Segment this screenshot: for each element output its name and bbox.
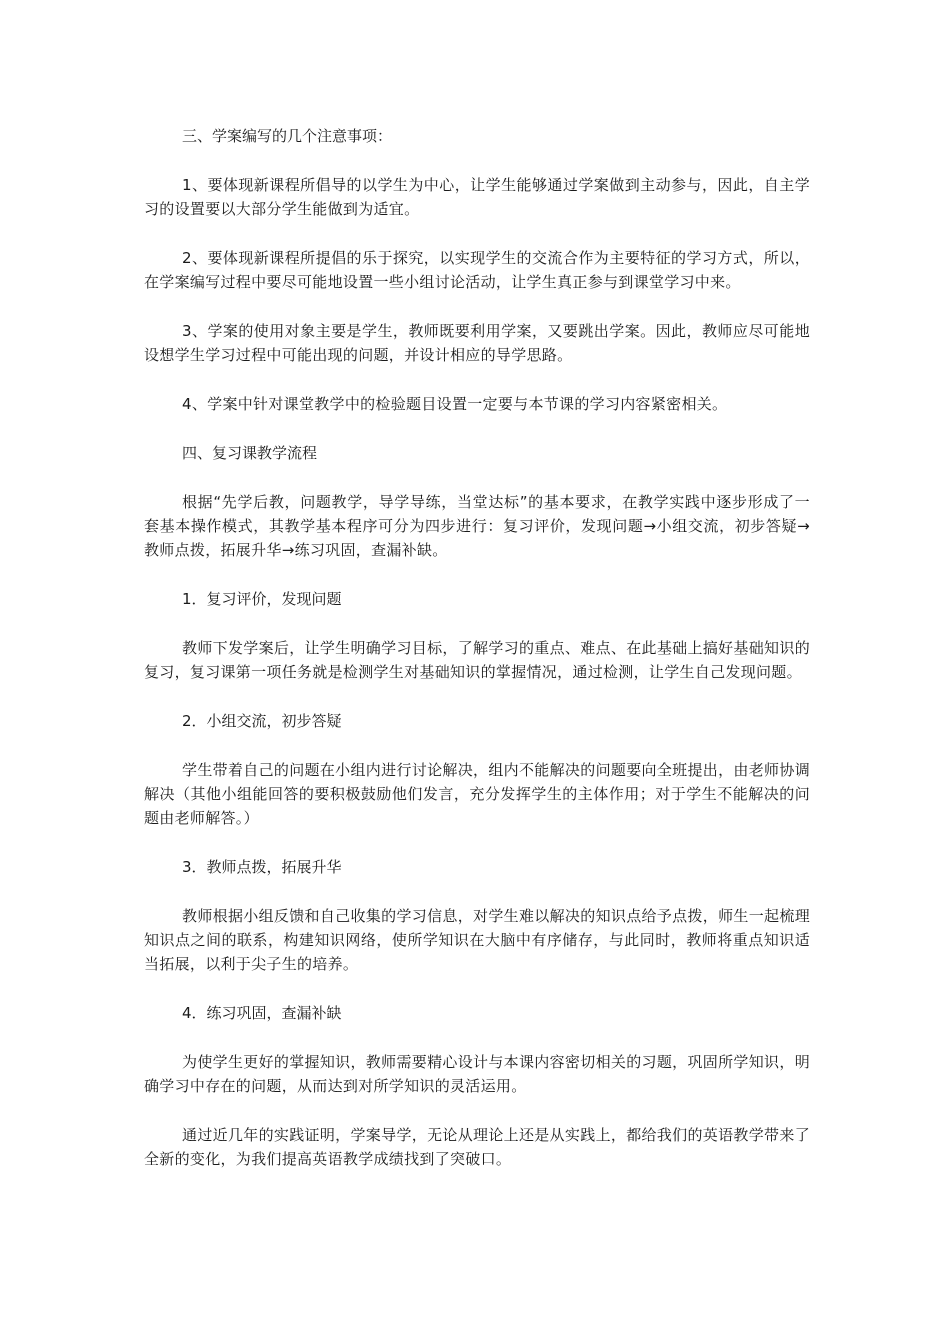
paragraph-note-3: 3、学案的使用对象主要是学生，教师既要利用学案，又要跳出学案。因此，教师应尽可能地设想学生学习过程中可能出现的问题，并设计相应的导学思路。 bbox=[144, 322, 810, 364]
document-body bbox=[144, 124, 810, 1196]
paragraph-process-intro: 根据“先学后教，问题教学，导学导练，当堂达标”的基本要求，在教学实践中逐步形成了一套基本操作模式，其教学基本程序可分为四步进行：复习评价，发现问题→小组交流，初步答疑→教师点拨，拓展升华→练习巩固，查漏补缺。 bbox=[144, 493, 810, 559]
step-heading-4: 4．练习巩固，查漏补缺 bbox=[182, 1004, 342, 1022]
paragraph-conclusion: 通过近几年的实践证明，学案导学，无论从理论上还是从实践上，都给我们的英语教学带来了全新的变化，为我们提高英语教学成绩找到了突破口。 bbox=[144, 1126, 810, 1168]
paragraph-note-2: 2、要体现新课程所提倡的乐于探究，以实现学生的交流合作为主要特征的学习方式，所以，在学案编写过程中要尽可能地设置一些小组讨论活动，让学生真正参与到课堂学习中来。 bbox=[144, 249, 810, 291]
section-heading-4: 四、复习课教学流程 bbox=[182, 444, 318, 462]
paragraph-note-1: 1、要体现新课程所倡导的以学生为中心，让学生能够通过学案做到主动参与，因此，自主学习的设置要以大部分学生能做到为适宜。 bbox=[144, 176, 810, 218]
step-heading-1: 1．复习评价，发现问题 bbox=[182, 590, 342, 608]
paragraph-step-1: 教师下发学案后，让学生明确学习目标，了解学习的重点、难点、在此基础上搞好基础知识的复习，复习课第一项任务就是检测学生对基础知识的掌握情况，通过检测，让学生自己发现问题。 bbox=[144, 639, 810, 681]
paragraph-step-4: 为使学生更好的掌握知识，教师需要精心设计与本课内容密切相关的习题，巩固所学知识，明确学习中存在的问题，从而达到对所学知识的灵活运用。 bbox=[144, 1053, 810, 1095]
section-heading-3: 三、学案编写的几个注意事项： bbox=[182, 127, 393, 145]
paragraph-step-3: 教师根据小组反馈和自己收集的学习信息，对学生难以解决的知识点给予点拨，师生一起梳理知识点之间的联系，构建知识网络，使所学知识在大脑中有序储存，与此同时，教师将重点知识适当拓展，以利于尖子生的培养。 bbox=[144, 907, 810, 973]
step-heading-3: 3．教师点拨，拓展升华 bbox=[182, 858, 342, 876]
step-heading-2: 2．小组交流，初步答疑 bbox=[182, 712, 342, 730]
paragraph-note-4: 4、学案中针对课堂教学中的检验题目设置一定要与本节课的学习内容紧密相关。 bbox=[182, 395, 728, 413]
paragraph-step-2: 学生带着自己的问题在小组内进行讨论解决，组内不能解决的问题要向全班提出，由老师协调解决（其他小组能回答的要积极鼓励他们发言，充分发挥学生的主体作用；对于学生不能解决的问题由老师解答。） bbox=[144, 761, 810, 827]
